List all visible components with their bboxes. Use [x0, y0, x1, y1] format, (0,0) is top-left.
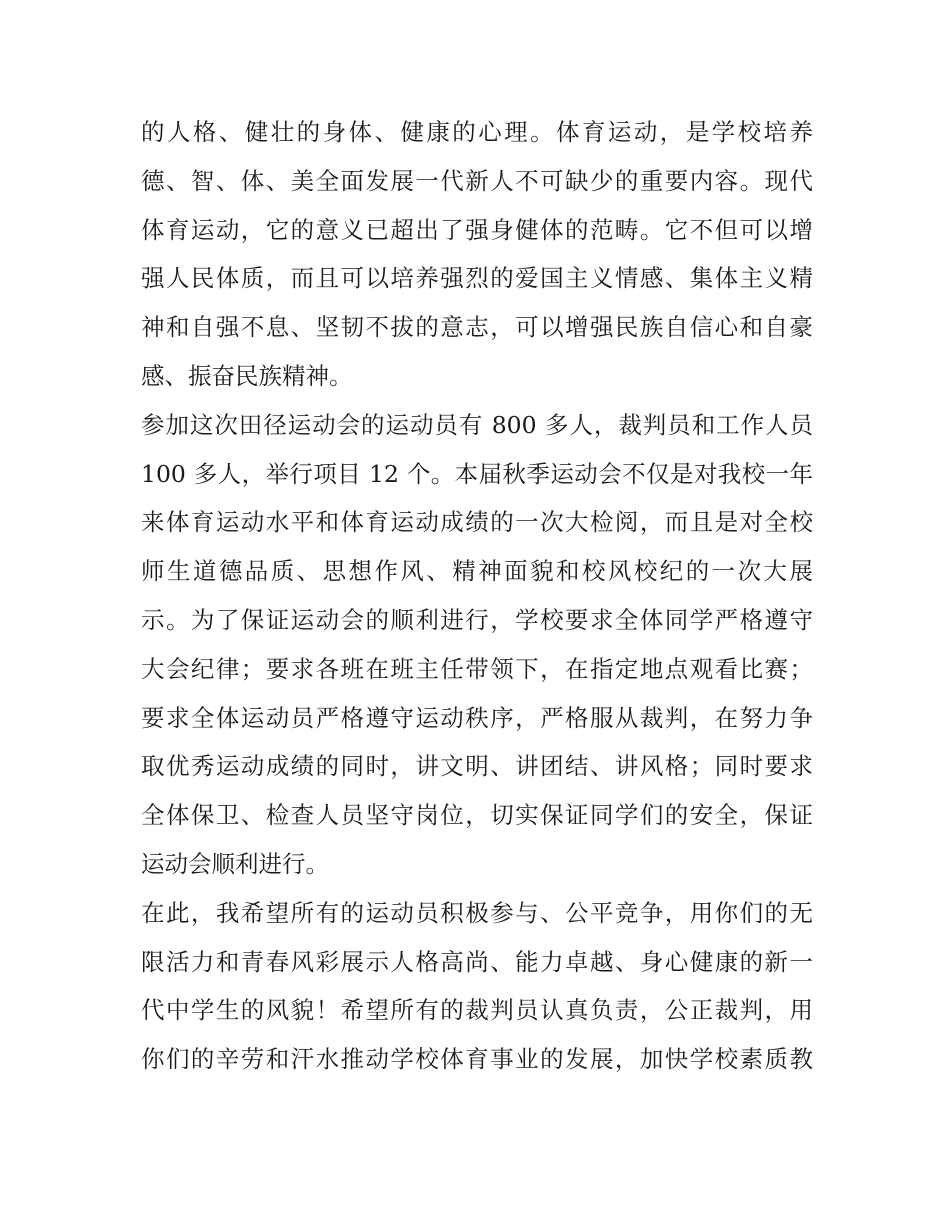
text-line: 100 多人，举行项目 12 个。本届秋季运动会不仅是对我校一年	[141, 459, 813, 488]
text-line: 的人格、健壮的身体、健康的心理。体育运动，是学校培养	[141, 118, 813, 146]
text-line: 全体保卫、检查人员坚守岗位，切实保证同学们的安全，保证	[141, 801, 813, 830]
text-line: 神和自强不息、坚韧不拔的意志，可以增强民族自信心和自豪	[141, 313, 813, 342]
text-line: 限活力和青春风彩展示人格高尚、能力卓越、身心健康的新一	[141, 947, 813, 976]
text-line: 参加这次田径运动会的运动员有 800 多人，裁判员和工作人员	[141, 410, 813, 439]
text-line: 要求全体运动员严格遵守运动秩序，严格服从裁判，在努力争	[141, 703, 813, 732]
text-line: 运动会顺利进行。	[141, 849, 329, 878]
text-line: 取优秀运动成绩的同时，讲文明、讲团结、讲风格；同时要求	[141, 752, 813, 781]
text-line: 强人民体质，而且可以培养强烈的爱国主义情感、集体主义精	[141, 264, 813, 293]
paragraph	[141, 889, 813, 1084]
text-line: 示。为了保证运动会的顺利进行，学校要求全体同学严格遵守	[141, 605, 813, 634]
text-line: 代中学生的风貌！希望所有的裁判员认真负责，公正裁判，用	[141, 996, 813, 1025]
text-line: 德、智、体、美全面发展一代新人不可缺少的重要内容。现代	[141, 166, 813, 195]
text-line: 感、振奋民族精神。	[141, 361, 353, 390]
text-line: 来体育运动水平和体育运动成绩的一次大检阅，而且是对全校	[141, 508, 813, 537]
text-line: 你们的辛劳和汗水推动学校体育事业的发展，加快学校素质教	[141, 1045, 813, 1074]
body-text	[141, 108, 813, 1084]
text-line: 体育运动，它的意义已超出了强身健体的范畴。它不但可以增	[141, 215, 813, 244]
text-line: 师生道德品质、思想作风、精神面貌和校风校纪的一次大展	[141, 557, 813, 586]
paragraph	[141, 108, 813, 401]
text-line: 在此，我希望所有的运动员积极参与、公平竞争，用你们的无	[141, 898, 813, 927]
text-line: 大会纪律；要求各班在班主任带领下，在指定地点观看比赛；	[141, 654, 813, 683]
paragraph	[141, 401, 813, 889]
